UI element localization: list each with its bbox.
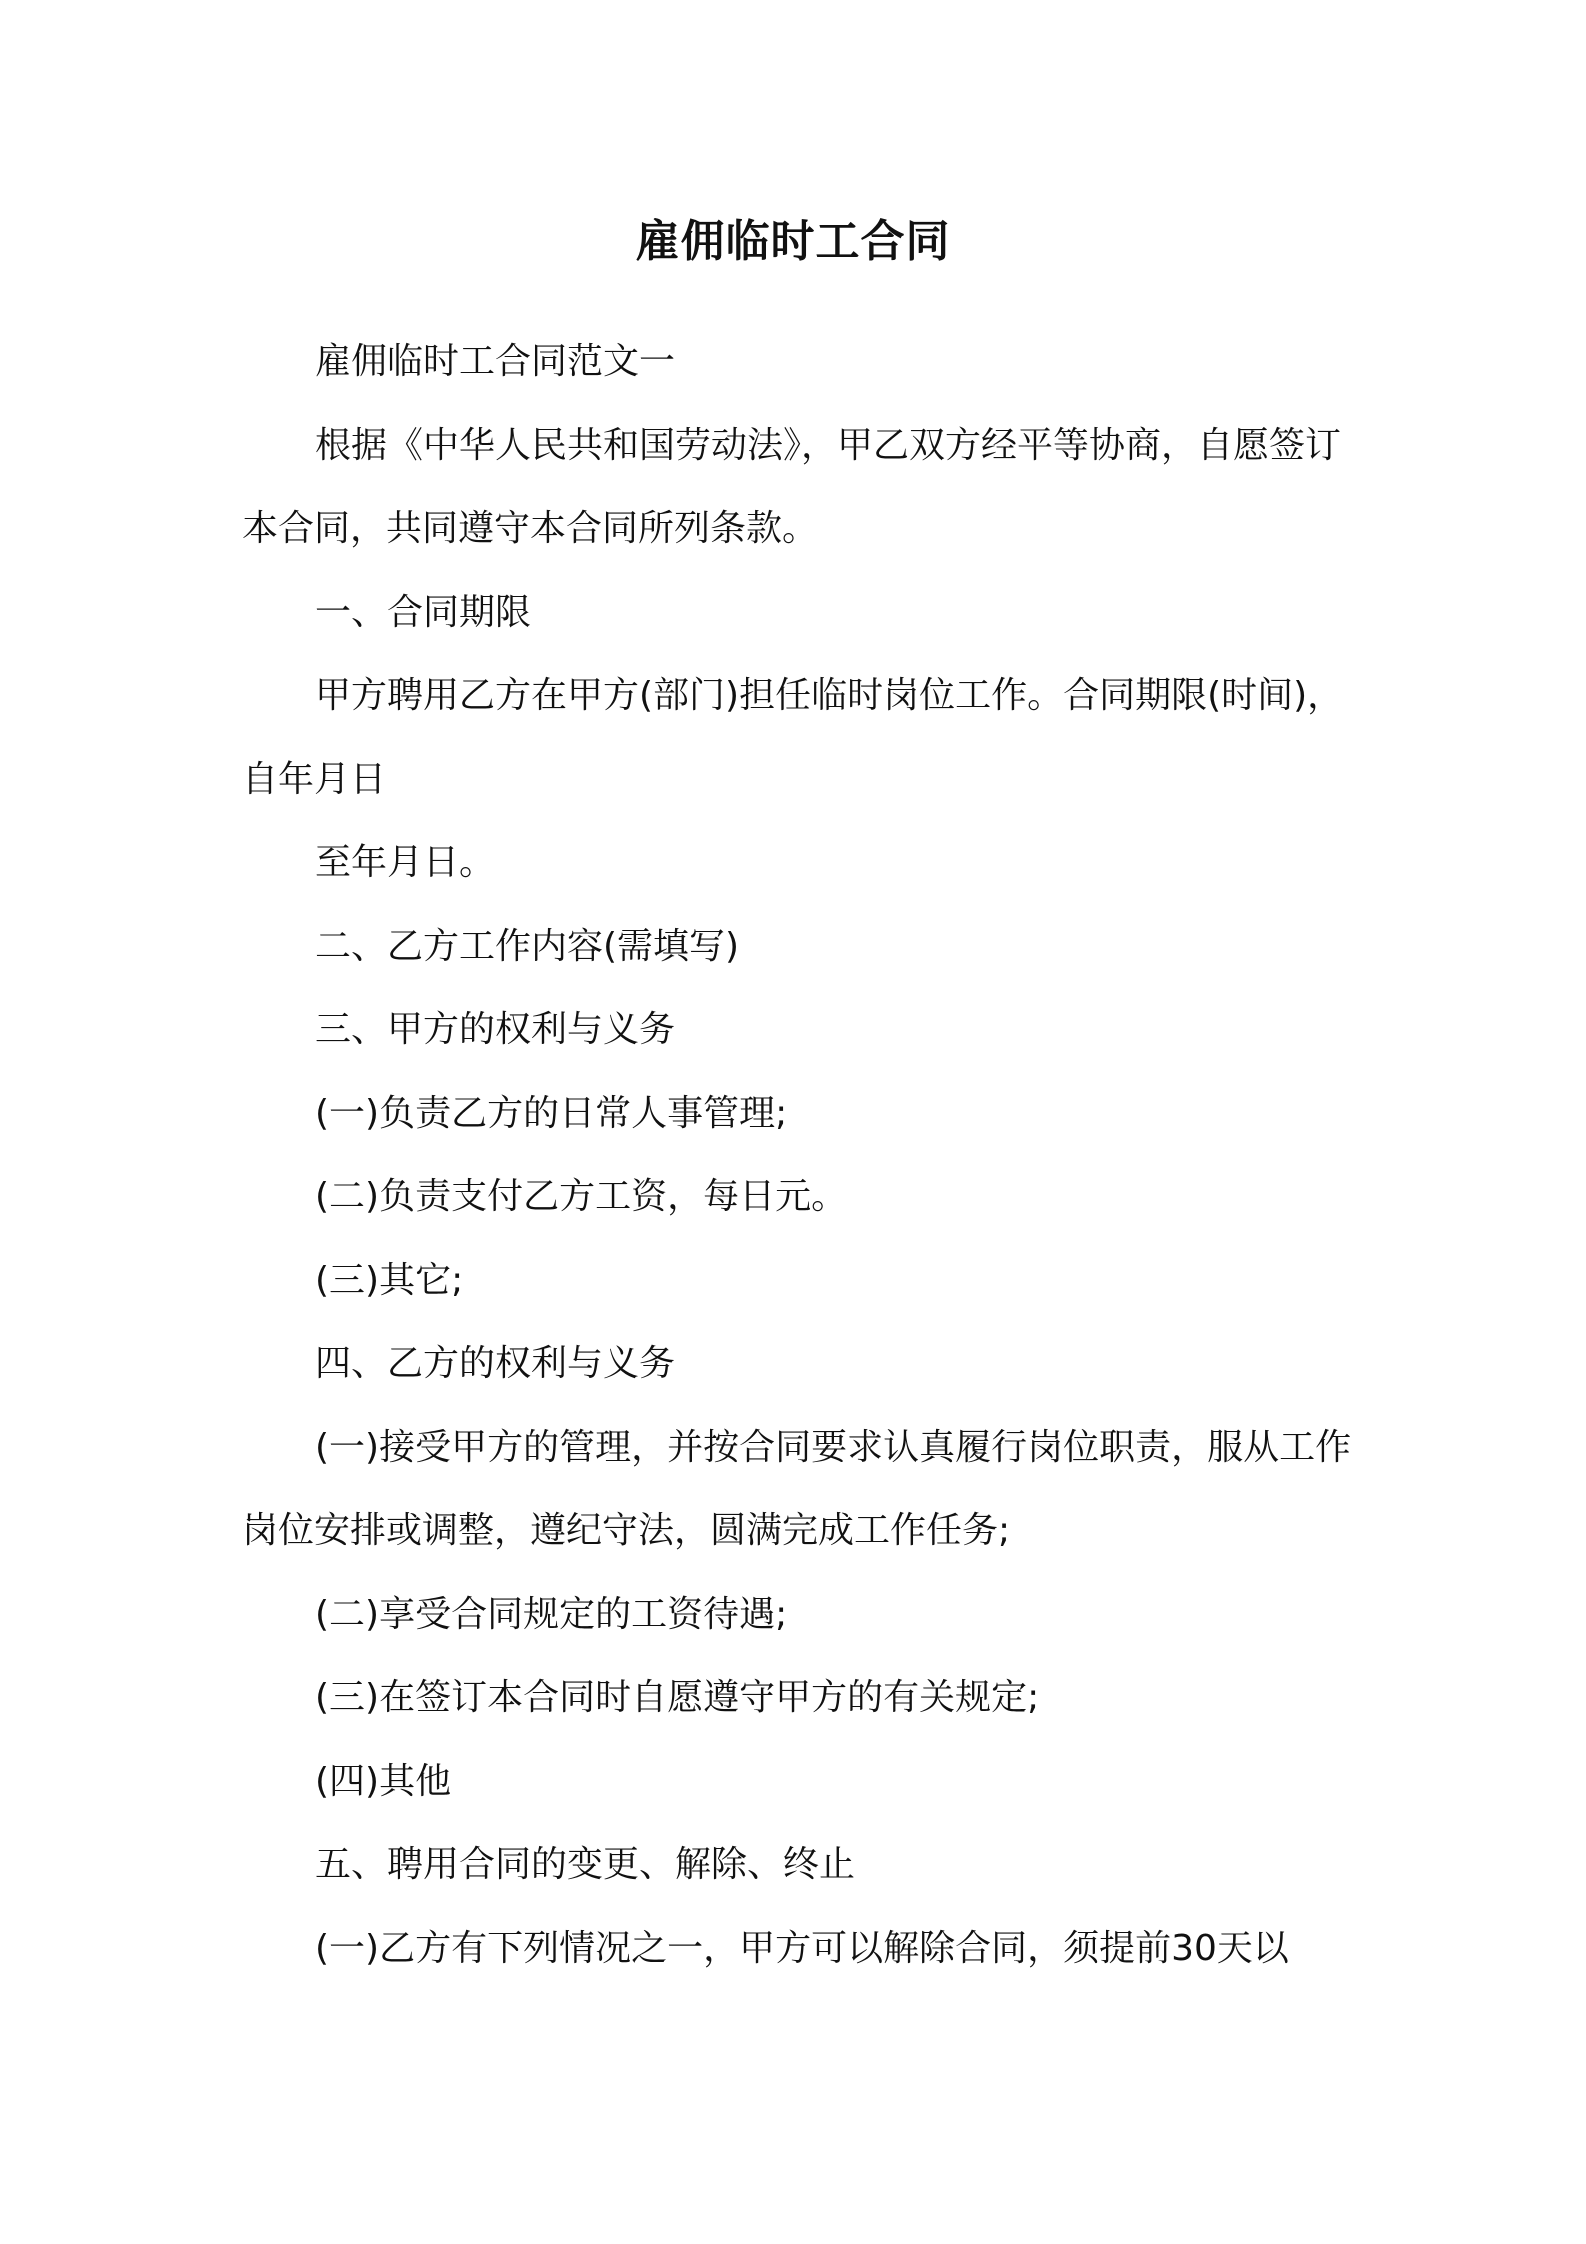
- paragraph-preamble: 根据《中华人民共和国劳动法》，甲乙双方经平等协商，自愿签订本合同，共同遵守本合同所列条款。: [242, 424, 1342, 549]
- clause-b-4: (四)其他: [315, 1760, 452, 1802]
- clause-b-3: (三)在签订本合同时自愿遵守甲方的有关规定;: [315, 1677, 1040, 1718]
- paragraph-subtitle: 雇佣临时工合同范文一: [315, 341, 676, 382]
- document-title: 雇佣临时工合同: [635, 216, 951, 267]
- section-heading-work-content: 二、乙方工作内容(需填写): [315, 925, 740, 967]
- clause-b-2: (二)享受合同规定的工资待遇;: [315, 1593, 788, 1635]
- clause-a-1: (一)负责乙方的日常人事管理;: [315, 1092, 788, 1134]
- paragraph-term: 甲方聘用乙方在甲方(部门)担任临时岗位工作。合同期限(时间)，自年月日: [242, 675, 1344, 800]
- clause-b-1: (一)接受甲方的管理，并按合同要求认真履行岗位职责，服从工作岗位安排或调整，遵纪守法，圆满完成工作任务;: [242, 1426, 1352, 1551]
- section-heading-term: 一、合同期限: [315, 591, 532, 633]
- section-heading-party-b: 四、乙方的权利与义务: [315, 1343, 676, 1384]
- clause-termination-1: (一)乙方有下列情况之一，甲方可以解除合同，须提前30天以: [315, 1927, 1289, 1969]
- section-heading-termination: 五、聘用合同的变更、解除、终止: [315, 1844, 856, 1885]
- section-heading-party-a: 三、甲方的权利与义务: [315, 1009, 676, 1050]
- clause-a-3: (三)其它;: [315, 1259, 464, 1301]
- document-body: [242, 320, 1358, 1990]
- clause-a-2: (二)负责支付乙方工资，每日元。: [315, 1176, 848, 1217]
- paragraph-term-end: 至年月日。: [315, 842, 496, 883]
